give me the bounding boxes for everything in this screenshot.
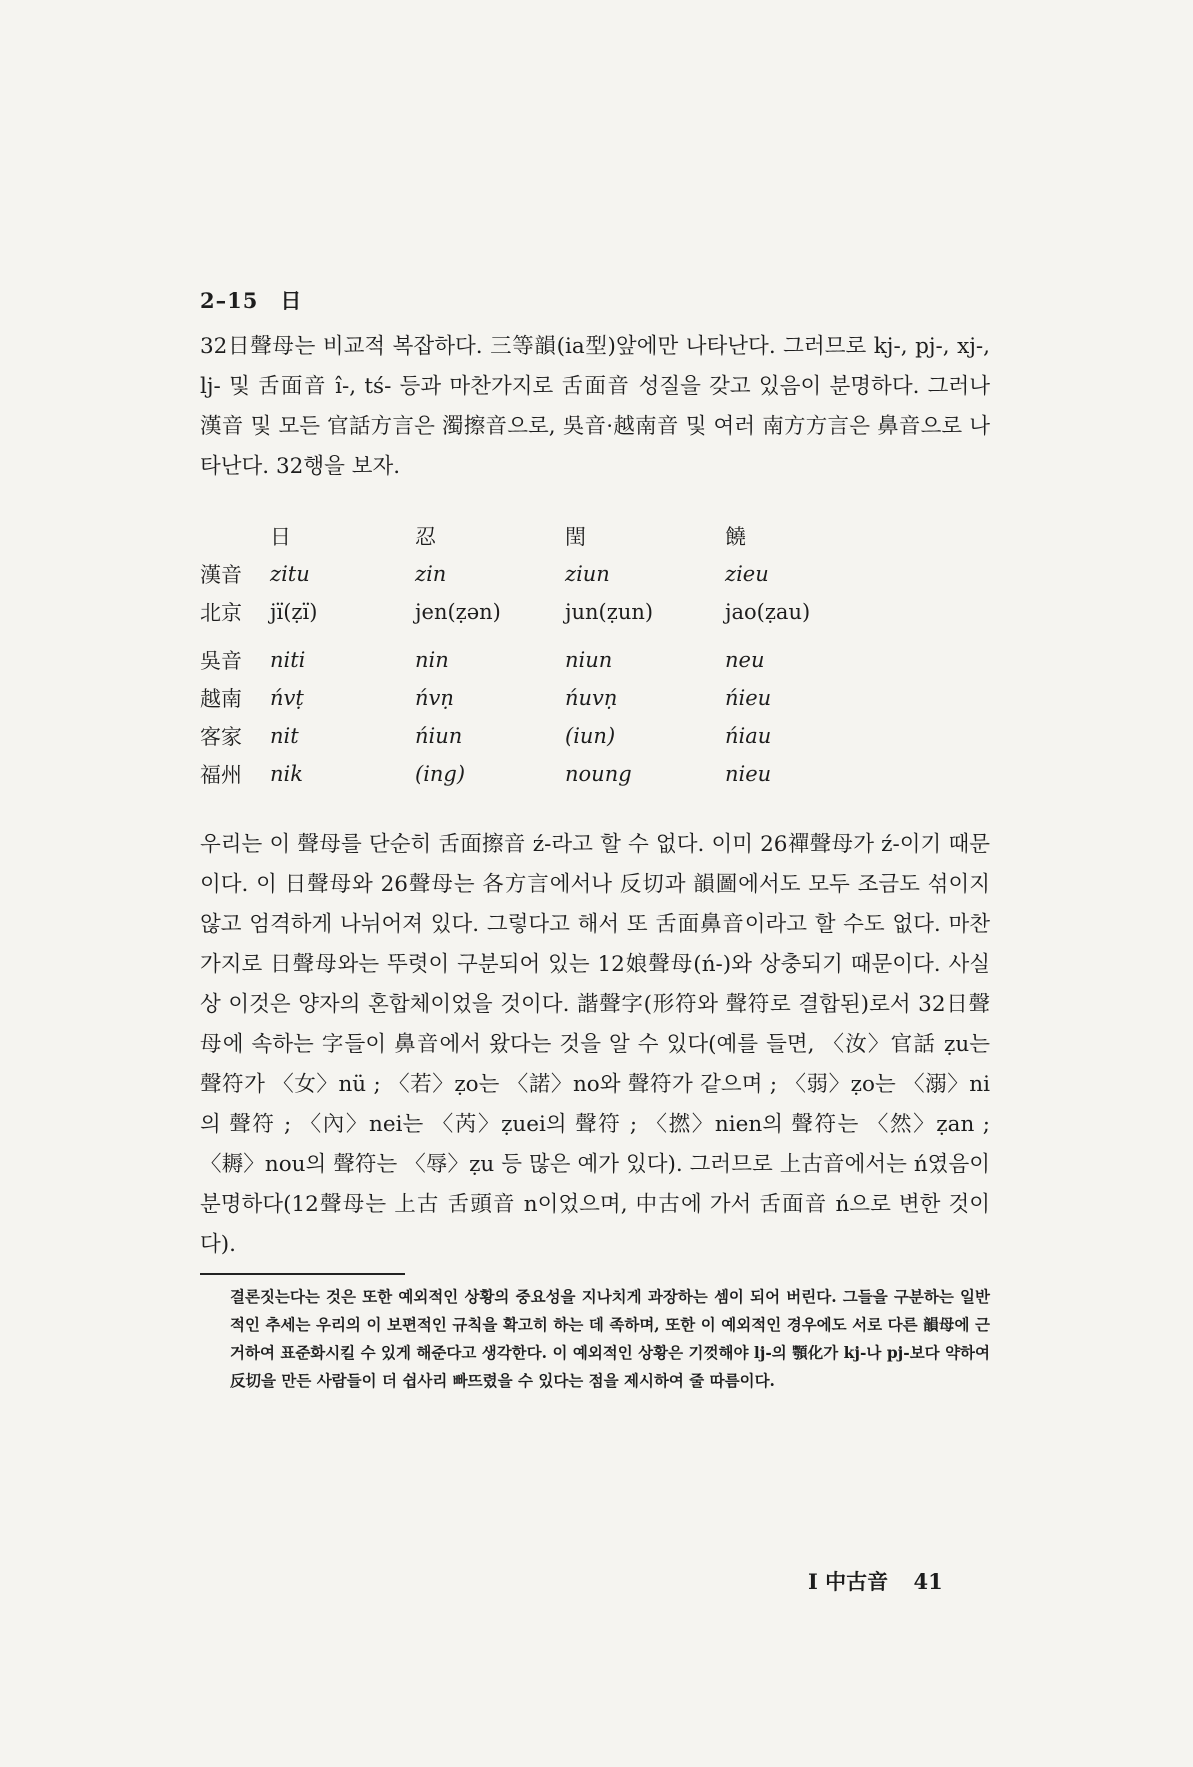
table-row xyxy=(200,679,990,717)
reading-cell: (iun) xyxy=(565,724,616,748)
reading-cell: ńieu xyxy=(725,686,772,710)
dialect-cell: 福州 xyxy=(200,763,242,787)
reading-cell: jao(ẓau) xyxy=(725,600,811,624)
paragraph-1: 32日聲母는 비교적 복잡하다. 三等韻(ia型)앞에만 나타난다. 그러므로 kj-, pj-, xj-, lj- 및 舌面音 î-, tś- 등과 마찬가지로 舌面音 성질을 갖고 있음이 분명하다. 그러나 漢音 및 모든 官話方言은 濁擦音으로, 吳音·越南音 및 여러 南方方言은 鼻音으로 나타난다. 32행을 보자. xyxy=(200,334,990,479)
header-cell: 饒 xyxy=(725,525,746,549)
dialect-cell: 越南 xyxy=(200,687,242,711)
reading-cell: neu xyxy=(725,648,765,672)
page-footer xyxy=(808,1566,943,1596)
dialect-cell: 吳音 xyxy=(200,649,242,673)
reading-cell: zin xyxy=(415,562,447,586)
table-row xyxy=(200,555,990,593)
reading-cell: (ing) xyxy=(415,762,466,786)
reading-cell: noung xyxy=(565,762,632,786)
section-heading: 2–15 日 xyxy=(200,288,303,313)
reading-cell: ńiun xyxy=(415,724,463,748)
reading-cell: nik xyxy=(270,762,303,786)
reading-cell: zieu xyxy=(725,562,769,586)
table-row xyxy=(200,755,990,793)
reading-cell: niti xyxy=(270,648,306,672)
reading-cell: ńvṭ xyxy=(270,686,304,710)
page-body xyxy=(200,285,990,1395)
table-row xyxy=(200,641,990,679)
reading-cell: ńiau xyxy=(725,724,772,748)
table-row xyxy=(200,717,990,755)
reading-cell: jun(ẓun) xyxy=(565,600,654,624)
dialect-cell: 北京 xyxy=(200,601,242,625)
footnote-rule xyxy=(200,1273,405,1275)
reading-cell: zitu xyxy=(270,562,310,586)
reading-cell: ziun xyxy=(565,562,610,586)
table-row xyxy=(200,593,990,631)
reading-cell: jï(ẓï) xyxy=(270,600,318,624)
reading-cell: ńvṇ xyxy=(415,686,454,710)
reading-cell: ńuvṇ xyxy=(565,686,618,710)
reading-cell: nit xyxy=(270,724,299,748)
reading-cell: nin xyxy=(415,648,449,672)
reading-table xyxy=(200,517,990,793)
reading-cell: nieu xyxy=(725,762,772,786)
paragraph-2: 우리는 이 聲母를 단순히 舌面擦音 ź-라고 할 수 없다. 이미 26禪聲母가 ź-이기 때문이다. 이 日聲母와 26聲母는 各方言에서나 反切과 韻圖에서도 모두 조금도 섞이지 않고 엄격하게 나뉘어져 있다. 그렇다고 해서 또 舌面鼻音이라고 할 수도 없다. 마찬가지로 日聲母와는 뚜렷이 구분되어 있는 12娘聲母(ń-)와 상충되기 때문이다. 사실상 이것은 양자의 혼합체이었을 것이다. 諧聲字(形符와 聲符로 결합된)로서 32日聲母에 속하는 字들이 鼻音에서 왔다는 것을 알 수 있다(예를 들면, 〈汝〉官話 ẓu는 聲符가 〈女〉nü ; 〈若〉ẓo는 〈諾〉no와 聲符가 같으며 ; 〈弱〉ẓo는 〈溺〉ni의 聲符 ; 〈內〉nei는 〈芮〉ẓuei의 聲符 ; 〈撚〉nien의 聲符는 〈然〉ẓan ; 〈耨〉nou의 聲符는 〈辱〉ẓu 등 많은 예가 있다). 그러므로 上古音에서는 ń였음이 분명하다(12聲母는 上古 舌頭音 n이었으며, 中古에 가서 舌面音 ń으로 변한 것이다). xyxy=(200,832,990,1257)
reading-cell: jen(ẓən) xyxy=(415,600,501,624)
footnote: 결론짓는다는 것은 또한 예외적인 상황의 중요성을 지나치게 과장하는 셈이 되어 버린다. 그들을 구분하는 일반적인 추세는 우리의 이 보편적인 규칙을 확고히 하는 데 족하며, 또한 이 예외적인 경우에도 서로 다른 韻母에 근거하여 표준화시킬 수 있게 해준다고 생각한다. 이 예외적인 상황은 기껏해야 lj-의 顎化가 kj-나 pj-보다 약하여 反切을 만든 사람들이 더 쉽사리 빠뜨렸을 수 있다는 점을 제시하여 줄 따름이다. xyxy=(230,1287,990,1390)
dialect-cell: 漢音 xyxy=(200,563,242,587)
footer-section: I 中古音 xyxy=(808,1569,889,1594)
reading-cell: niun xyxy=(565,648,613,672)
dialect-cell: 客家 xyxy=(200,725,242,749)
page-number: 41 xyxy=(913,1569,943,1594)
header-cell: 忍 xyxy=(415,525,436,549)
header-cell: 日 xyxy=(270,525,291,549)
header-cell: 閏 xyxy=(565,525,586,549)
table-header-row xyxy=(200,517,990,555)
